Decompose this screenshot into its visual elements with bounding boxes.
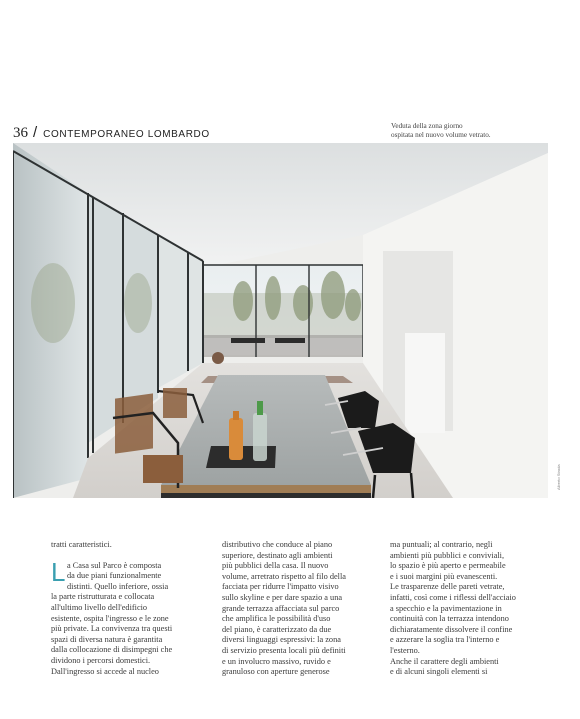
text-column-3 xyxy=(390,540,532,678)
text-line: che amplifica le possibilità d'uso xyxy=(222,614,331,624)
text-line: superiore, destinato agli ambienti xyxy=(222,550,333,560)
text-line: da due piani funzionalmente xyxy=(67,571,162,581)
text-line: lo spazio è più aperto e permeabile xyxy=(390,561,506,571)
text-line: ambienti più pubblici e conviviali, xyxy=(390,550,505,560)
text-line: dichiaratamente dissolvere il confine xyxy=(390,624,513,634)
text-line: più pubblici della casa. Il nuovo xyxy=(222,561,329,571)
text-line: e i suoi margini più evanescenti. xyxy=(390,571,498,581)
text-line: a specchio e la pavimentazione in xyxy=(390,603,502,613)
text-column-2 xyxy=(222,540,364,678)
text-line: più private. La convivenza tra questi xyxy=(51,624,173,634)
photo-credit: Alberto Strada xyxy=(556,464,561,490)
drop-cap: L xyxy=(51,556,66,587)
text-line: Le trasparenze delle pareti vetrate, xyxy=(390,582,505,592)
text-line: di servizio presenta locali più definiti xyxy=(222,645,346,655)
text-line: sullo skyline e per dare spazio a una xyxy=(222,592,343,602)
text-line: continuità con la terrazza intendono xyxy=(390,614,509,624)
text-line: facciata per ridurre l'impatto visivo xyxy=(222,582,339,592)
text-column-1 xyxy=(51,540,193,677)
body-paragraph xyxy=(51,556,193,678)
text-line: dividono i percorsi domestici. xyxy=(51,655,151,665)
text-line: volume, arretrato rispetto al filo della xyxy=(222,571,346,581)
text-line: e azzerare la soglia tra l'interno e xyxy=(390,635,500,645)
text-line: ma puntuali; al contrario, negli xyxy=(390,540,493,549)
caption-line: Veduta della zona giorno xyxy=(391,122,463,130)
text-line: Dall'ingresso si accede al nucleo xyxy=(51,666,159,676)
text-line: la parte ristrutturata e collocata xyxy=(51,592,155,602)
text-line: l'esterno. xyxy=(390,645,420,655)
text-line: distinti. Quello inferiore, ossia xyxy=(67,581,169,591)
text-line: grande terrazza affacciata sul parco xyxy=(222,603,340,613)
text-line: esistente, ospita l'ingresso e le zone xyxy=(51,613,169,623)
text-line: Anche il carattere degli ambienti xyxy=(390,656,499,666)
section-title: CONTEMPORANEO LOMBARDO xyxy=(43,129,210,140)
lead-line: tratti caratteristici. xyxy=(51,540,112,549)
page-header xyxy=(13,124,210,142)
page-number: 36 xyxy=(13,125,28,141)
text-line: infatti, così come i riflessi dell'acciaio xyxy=(390,592,516,602)
text-line: dalla collocazione di disimpegni che xyxy=(51,645,173,655)
photo-caption xyxy=(391,122,541,139)
interior-photo xyxy=(13,143,548,498)
text-line: a Casa sul Parco è composta xyxy=(67,560,162,570)
caption-line: ospitata nel nuovo volume vetrato. xyxy=(391,130,491,139)
text-line: diversi linguaggi espressivi: la zona xyxy=(222,635,341,645)
text-line: distributivo che conduce al piano xyxy=(222,540,333,549)
header-separator: / xyxy=(33,124,38,141)
text-line: e di alcuni singoli elementi si xyxy=(390,667,488,677)
text-line: e un involucro massivo, ruvido e xyxy=(222,656,331,666)
text-line: del piano, è caratterizzato da due xyxy=(222,624,332,634)
text-line: spazi di diversa natura è garantita xyxy=(51,634,163,644)
text-line: all'ultimo livello dell'edificio xyxy=(51,602,148,612)
text-line: granuloso con aperture generose xyxy=(222,667,330,677)
